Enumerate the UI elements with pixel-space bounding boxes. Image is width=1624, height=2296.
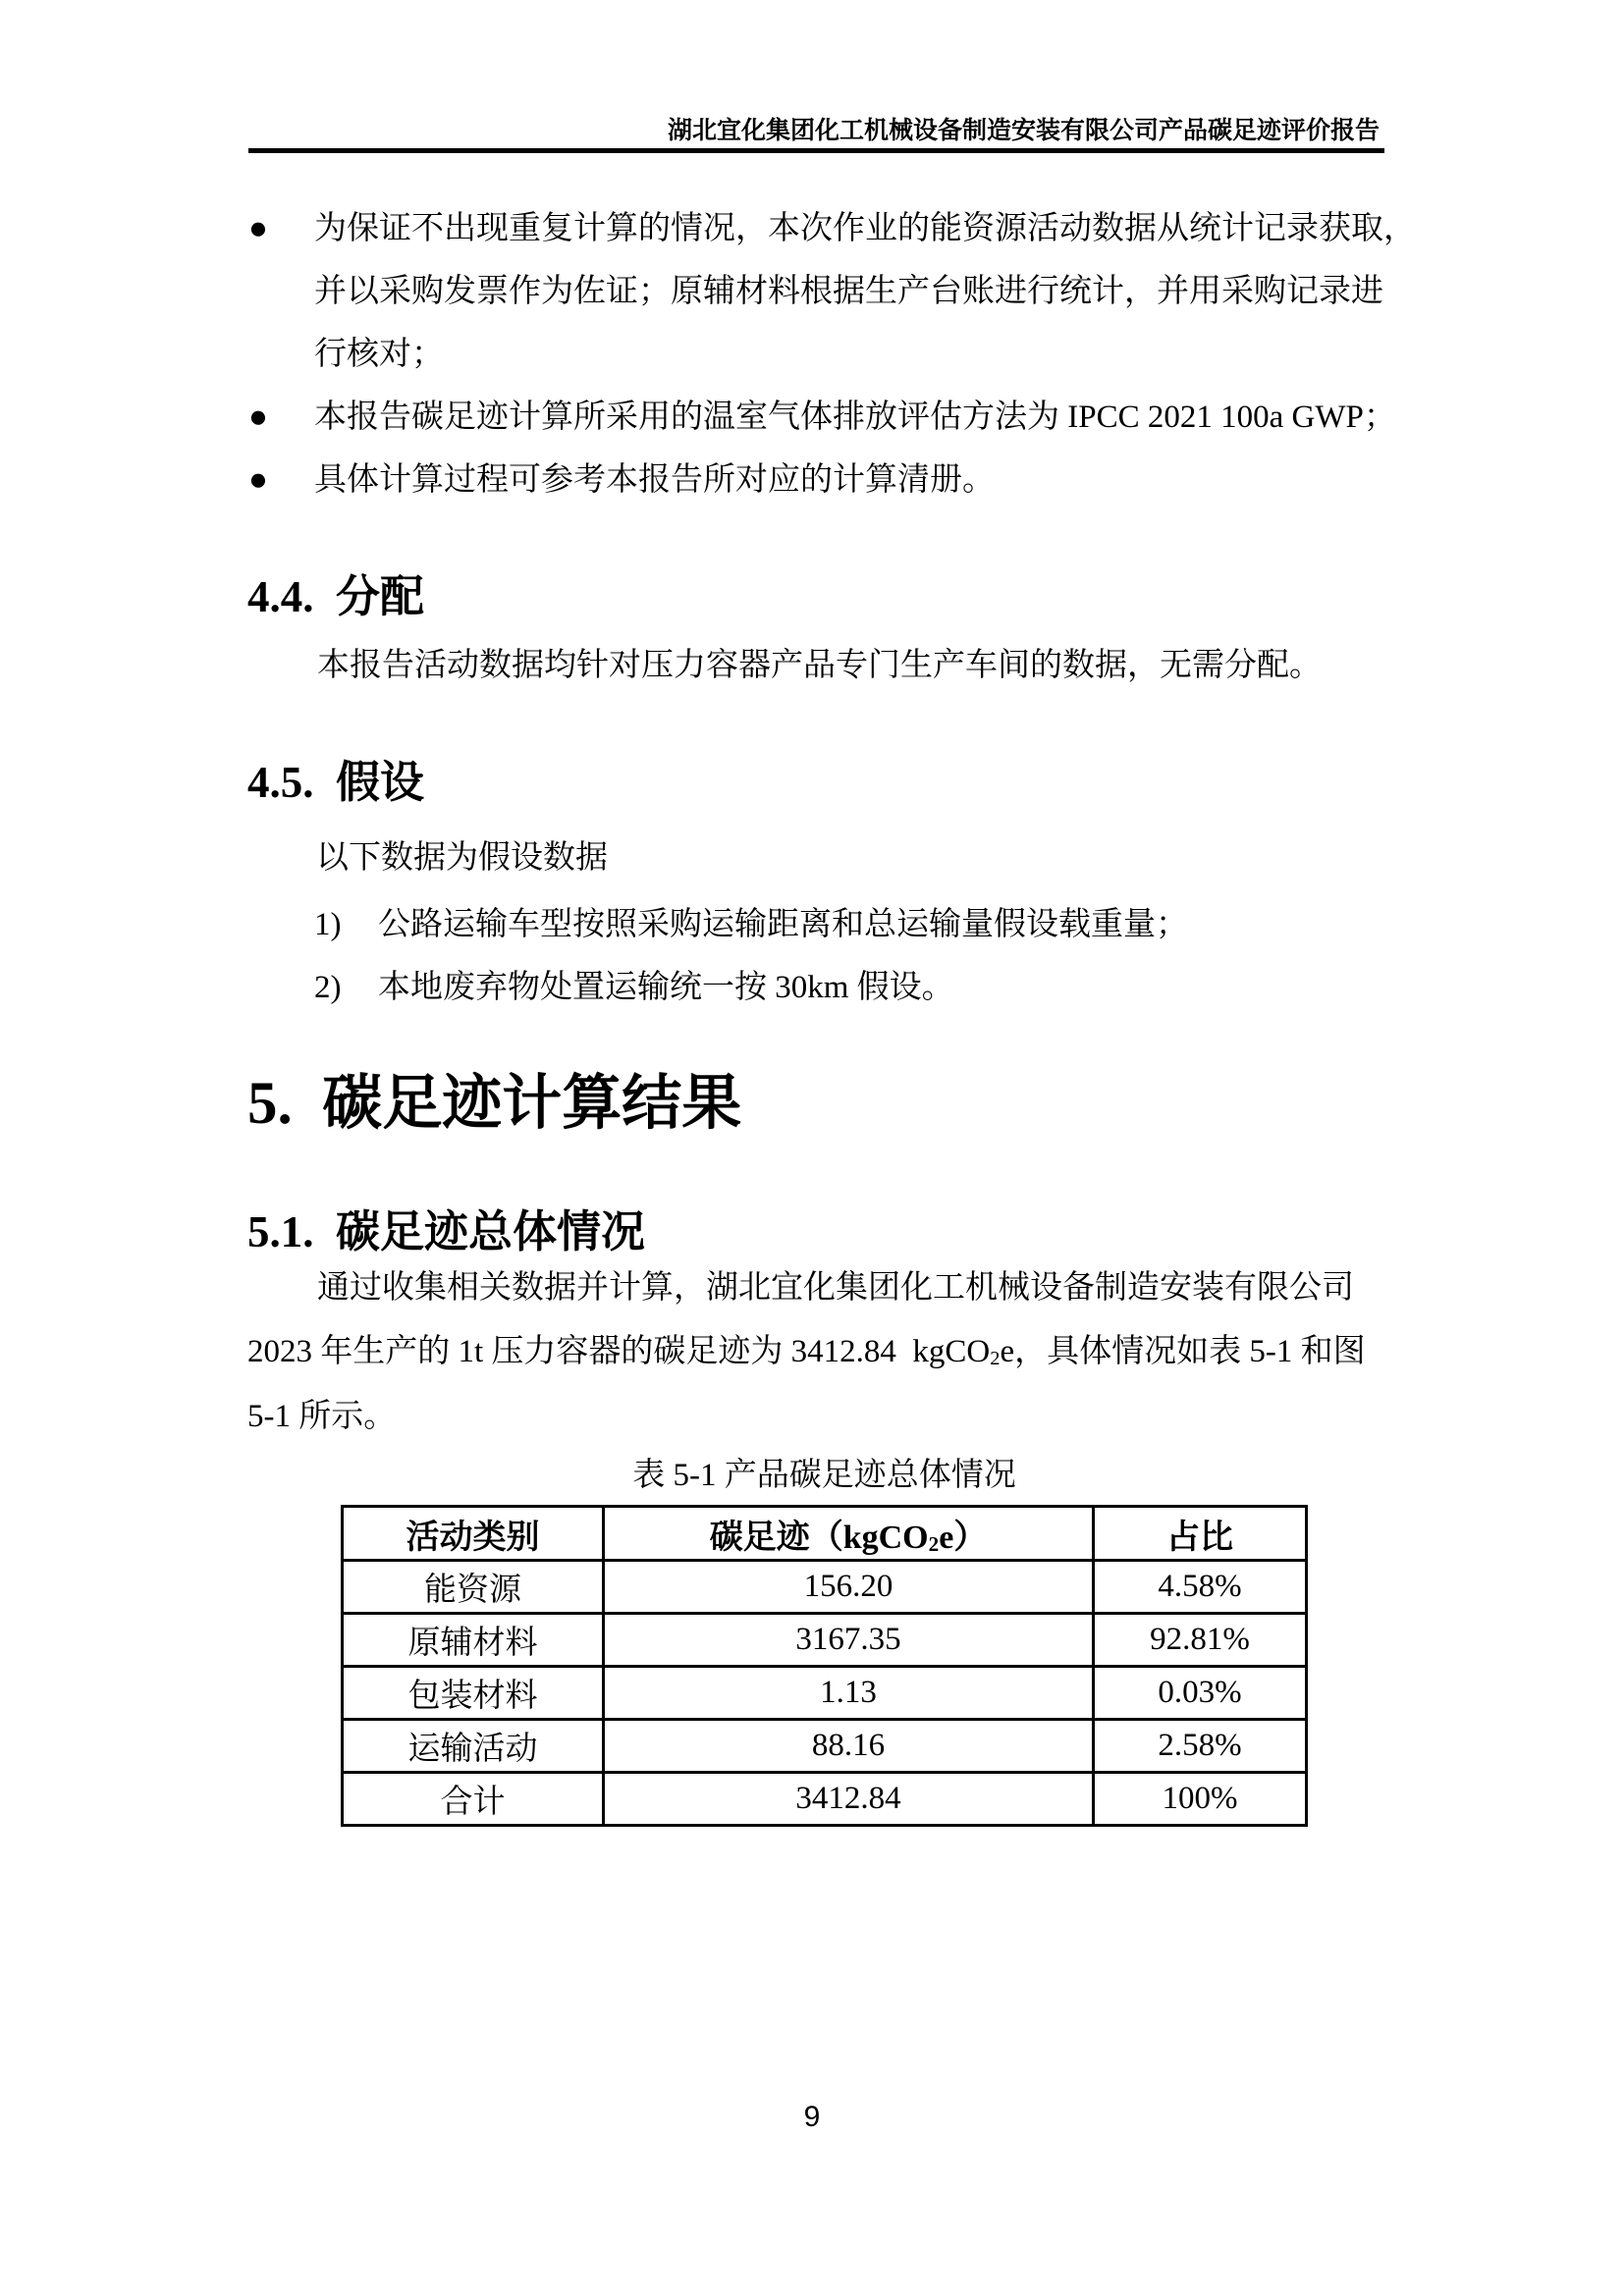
section-4-4-body: 本报告活动数据均针对压力容器产品专门生产车间的数据，无需分配。: [317, 648, 1322, 683]
page-header-title: 湖北宜化集团化工机械设备制造安装有限公司产品碳足迹评价报告: [667, 118, 1380, 144]
section-4-5-number: 4.5.: [247, 758, 314, 807]
table-row: [343, 1614, 1307, 1667]
bullet-icon: ●: [248, 400, 268, 435]
paragraph-line-2-tail: e，具体情况如表 5-1 和图: [1000, 1334, 1366, 1369]
cell-share: 0.03%: [1094, 1667, 1307, 1720]
cell-footprint: 156.20: [604, 1561, 1094, 1614]
paragraph-line-1: 通过收集相关数据并计算，湖北宜化集团化工机械设备制造安装有限公司: [317, 1270, 1354, 1306]
bullet-1-line-3: 行核对；: [314, 337, 444, 372]
paragraph-line-3: 5-1 所示。: [247, 1399, 397, 1434]
paragraph-line-2: [247, 1330, 1366, 1380]
footprint-summary-table: [341, 1505, 1308, 1827]
bullet-1-line-1: 为保证不出现重复计算的情况，本次作业的能资源活动数据从统计记录获取，: [314, 211, 1416, 246]
cell-footprint: 3412.84: [604, 1773, 1094, 1826]
cell-share: 92.81%: [1094, 1614, 1307, 1667]
co2-subscript: 2: [990, 1347, 1001, 1369]
co2-subscript: 2: [928, 1531, 940, 1556]
cell-category: 原辅材料: [343, 1614, 604, 1667]
cell-footprint: 88.16: [604, 1720, 1094, 1773]
list-item: [314, 966, 954, 1009]
section-4-4-title: 分配: [336, 572, 425, 621]
section-4-5-intro: 以下数据为假设数据: [316, 840, 608, 876]
table-row: [343, 1773, 1307, 1826]
table-row: [343, 1720, 1307, 1773]
section-5-1-heading: [247, 1204, 645, 1259]
section-4-4-heading: [247, 569, 424, 624]
section-5-title: 碳足迹计算结果: [322, 1071, 742, 1137]
cell-footprint: 3167.35: [604, 1614, 1094, 1667]
cell-category: 能资源: [343, 1561, 604, 1614]
cell-share: 2.58%: [1094, 1720, 1307, 1773]
column-header-category: 活动类别: [343, 1507, 604, 1561]
section-4-4-number: 4.4.: [247, 572, 314, 621]
section-4-5-heading: [247, 755, 424, 810]
list-item-text: 本地废弃物处置运输统一按 30km 假设。: [378, 970, 954, 1005]
bullet-icon: ●: [248, 211, 268, 246]
section-4-5-title: 假设: [336, 758, 425, 807]
column-header-share: 占比: [1094, 1507, 1307, 1561]
column-header-footprint: [604, 1507, 1094, 1561]
section-5-1-title: 碳足迹总体情况: [336, 1207, 646, 1256]
bullet-3-text: 具体计算过程可参考本报告所对应的计算清册。: [314, 462, 995, 498]
list-item-text: 公路运输车型按照采购运输距离和总运输量假设载重量；: [378, 907, 1188, 942]
column-header-footprint-text: 碳足迹（kgCO: [709, 1519, 929, 1556]
cell-category: 包装材料: [343, 1667, 604, 1720]
list-item-marker: 2): [314, 970, 342, 1005]
section-5-heading: [247, 1068, 741, 1141]
list-item: [314, 903, 1188, 946]
column-header-footprint-tail: e）: [939, 1519, 988, 1556]
bullet-1-line-2: 并以采购发票作为佐证；原辅材料根据生产台账进行统计，并用采购记录进: [314, 274, 1383, 309]
cell-category: 运输活动: [343, 1720, 604, 1773]
cell-footprint: 1.13: [604, 1667, 1094, 1720]
bullet-2-text: 本报告碳足迹计算所采用的温室气体排放评估方法为 IPCC 2021 100a GWP；: [314, 400, 1396, 435]
page-number: 9: [803, 2101, 821, 2133]
cell-share: 4.58%: [1094, 1561, 1307, 1614]
header-rule: [248, 148, 1384, 153]
table-header-row: [343, 1507, 1307, 1561]
section-5-1-number: 5.1.: [247, 1207, 314, 1256]
paragraph-line-2-text: 2023 年生产的 1t 压力容器的碳足迹为 3412.84 kgCO: [247, 1334, 991, 1369]
bullet-icon: ●: [248, 462, 268, 498]
table-row: [343, 1667, 1307, 1720]
table-caption: 表 5-1 产品碳足迹总体情况: [632, 1458, 1016, 1493]
cell-category: 合计: [343, 1773, 604, 1826]
list-item-marker: 1): [314, 907, 342, 942]
section-5-number: 5.: [247, 1071, 293, 1137]
table-row: [343, 1561, 1307, 1614]
cell-share: 100%: [1094, 1773, 1307, 1826]
